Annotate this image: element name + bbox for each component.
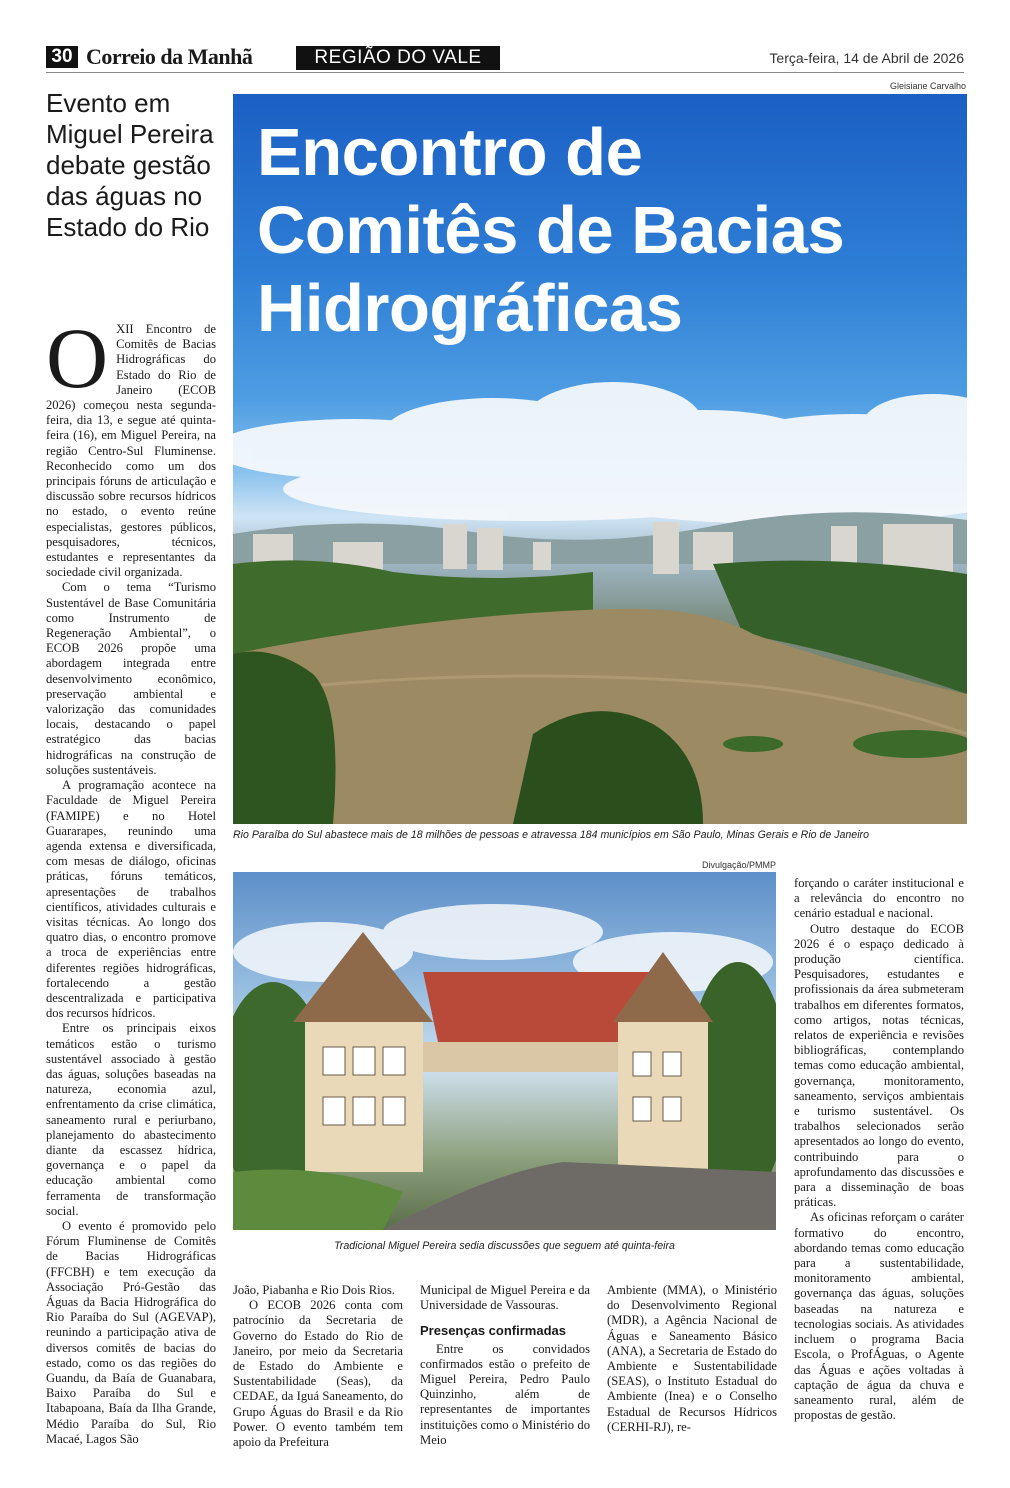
paragraph: Entre os convidados confirmados estão o prefeito de Miguel Pereira, Pedro Paulo Quinzinho, além de representantes de importantes instituições como o Ministério do Meio — [420, 1341, 590, 1447]
headline — [257, 114, 844, 348]
article-column-3 — [420, 1283, 590, 1448]
headline-line: Hidrográficas — [257, 271, 683, 346]
section-tag: REGIÃO DO VALE — [296, 46, 500, 70]
paragraph: Entre os principais eixos temáticos estão o turismo sustentável associado à gestão das águas, soluções baseadas na natureza, economia azul, enfrentamento da crise climática, saneamento rural e periurbano, planejamento do abastecimento diante da escassez hídrica, governança e o papel da educação ambiental como ferramenta de transformação social. — [46, 1021, 216, 1218]
header-rule — [46, 72, 964, 73]
paragraph — [46, 310, 216, 580]
paragraph: O evento é promovido pelo Fórum Fluminense de Comitês de Bacias Hidrográficas (FFCBH) e tem execução da Associação Pró-Gestão das Águas da Bacia Hidrográfica do Rio Paraíba do Sul (AGEVAP), reunindo a participação ativa de diversos comitês de bacias do estado, como os das regiões do Guandu, da Baía de Guanabara, Baixo Paraíba do Sul e Itabapoana, Baía da Ilha Grande, Médio Paraíba do Sul, Rio Macaé, Lagos São — [46, 1218, 216, 1446]
article-deck: Evento em Miguel Pereira debate gestão das águas no Estado do Rio — [46, 88, 214, 242]
gate-photo — [233, 872, 776, 1230]
newspaper-brand: Correio da Manhã — [86, 44, 253, 69]
photo2-caption: Tradicional Miguel Pereira sedia discussões que seguem até quinta-feira — [334, 1240, 675, 1252]
paragraph: Municipal de Miguel Pereira e da Universidade de Vassouras. — [420, 1283, 590, 1313]
hero-caption: Rio Paraíba do Sul abastece mais de 18 milhões de pessoas e atravessa 184 municípios em São Paulo, Minas Gerais e Rio de Janeiro — [233, 829, 869, 841]
article-column-5 — [794, 876, 964, 1423]
drop-cap: O — [46, 310, 109, 406]
article-column-4 — [607, 1283, 777, 1435]
page-number: 30 — [46, 46, 78, 68]
photo2-credit: Divulgação/PMMP — [701, 860, 776, 870]
headline-line: Comitês de Bacias — [257, 193, 845, 268]
subheading: Presenças confirmadas — [420, 1323, 566, 1339]
paragraph: Ambiente (MMA), o Ministério do Desenvolvimento Regional (MDR), a Agência Nacional de Águas e Saneamento Básico (ANA), a Secretaria de Estado do Ambiente e Sustentabilidade (SEAS), o Instituto Estadual do Ambiente (Inea) e o Conselho Estadual de Recursos Hídricos (CERHI-RJ), re- — [607, 1283, 777, 1434]
paragraph: João, Piabanha e Rio Dois Rios. — [233, 1283, 395, 1297]
paragraph-text: XII Encontro de Comitês de Bacias Hidrográficas do Estado do Rio de Janeiro (ECOB 2026) começou nesta segunda-feira, dia 13, e segue até quinta-feira (16), em Miguel Pereira, na região Centro-Sul Fluminense. Reconhecido como um dos principais fóruns de articulação e discussão sobre recursos hídricos no estado, o evento reúne especialistas, gestores públicos, pesquisadores, técnicos, estudantes e representantes da sociedade civil organizada. — [46, 322, 216, 580]
publication-date: Terça-feira, 14 de Abril de 2026 — [769, 50, 964, 66]
paragraph: Com o tema “Turismo Sustentável de Base Comunitária como Instrumento de Regeneração Ambiental”, o ECOB 2026 propõe uma abordagem integrada entre desenvolvimento econômico, preservação ambiental e valorização das comunidades locais, destacando o papel estratégico das bacias hidrográficas na construção de soluções sustentáveis. — [46, 580, 216, 777]
paragraph: A programação acontece na Faculdade de Miguel Pereira (FAMIPE) e no Hotel Guararapes, reunindo uma agenda extensa e diversificada, com mesas de diálogo, oficinas práticas, fóruns temáticos, apresentações de trabalhos científicos, atividades culturais e visitas técnicas. Ao longo dos quatro dias, o encontro promove a troca de experiências entre diferentes regiões hidrográficas, fortalecendo a gestão descentralizada e participativa dos recursos hídricos. — [46, 778, 216, 1021]
paragraph: forçando o caráter institucional e a relevância do encontro no cenário estadual e nacional. — [794, 876, 964, 921]
paragraph: Outro destaque do ECOB 2026 é o espaço dedicado à produção científica. Pesquisadores, estudantes e profissionais da área submeteram trabalhos em diferentes formatos, como artigos, notas técnicas, relatos de experiência e revisões bibliográficas, contemplando temas como educação ambiental, governança, monitoramento, saneamento, serviços ambientais e turismo sustentável. Os trabalhos selecionados serão apresentados ao longo do evento, contribuindo para o aprofundamento das discussões e para a disseminação de boas práticas. — [794, 921, 964, 1210]
town-gate-illustration — [233, 872, 776, 1230]
article-column-2 — [233, 1283, 403, 1450]
hero-photo — [233, 94, 967, 824]
headline-line: Encontro de — [257, 115, 643, 190]
paragraph: O ECOB 2026 conta com patrocínio da Secretaria de Governo do Estado do Rio de Janeiro, por meio da Secretaria de Estado do Ambiente e Sustentabilidade (Seas), da CEDAE, da Iguá Saneamento, do Grupo Águas do Brasil e da Rio Power. O evento também tem apoio da Prefeitura — [233, 1298, 403, 1450]
paragraph: As oficinas reforçam o caráter formativo do encontro, abordando temas como educação para a sustentabilidade, monitoramento ambiental, governança das águas, soluções baseadas na natureza e tecnologias sociais. As atividades incluem o programa Bacia Escola, o ProfÁguas, o Agente das Águas e ações voltadas à captação de água da chuva e saneamento rural, além de propostas de gestão. — [794, 1210, 964, 1423]
hero-photo-credit: Gleisiane Carvalho — [889, 81, 966, 91]
article-column-1 — [46, 310, 216, 1447]
